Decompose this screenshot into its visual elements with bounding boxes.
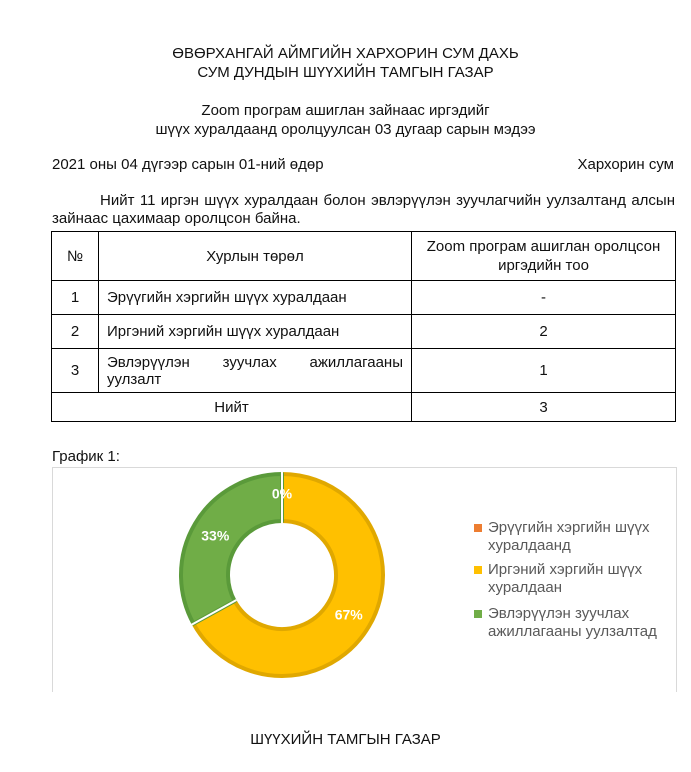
legend-label-mediation: Эвлэрүүлэн зуучлах ажиллагааны уулзалтад	[488, 605, 657, 640]
total-label: Нийт	[52, 393, 412, 422]
intro-paragraph: Нийт 11 иргэн шүүх хуралдаан болон эвлэрүүлэн зуучлагчийн уулзалтанд алсын зайнаас цахимаар оролцсон байна.	[52, 192, 675, 227]
col-header-type: Хурлын төрөл	[99, 232, 412, 281]
table-row	[52, 349, 676, 393]
row-number: 2	[52, 315, 99, 349]
table-header-row	[52, 232, 676, 281]
donut-chart	[52, 467, 677, 692]
report-place: Хархорин сум	[577, 156, 674, 173]
legend-swatch-criminal	[474, 524, 482, 532]
total-value: 3	[412, 393, 676, 422]
legend-item-mediation	[474, 605, 674, 641]
title-line-1: Zoom програм ашиглан зайнаас иргэдийг	[201, 102, 490, 119]
legend-swatch-civil	[474, 566, 482, 574]
col-header-number: №	[52, 232, 99, 281]
legend-swatch-mediation	[474, 610, 482, 618]
footer-signature: ШҮҮХИЙН ТАМГЫН ГАЗАР	[250, 731, 441, 748]
col-header-count: Zoom програм ашиглан оролцсон иргэдийн тоо	[412, 232, 676, 281]
row-count: 1	[412, 349, 676, 393]
org-line-2: СУМ ДУНДЫН ШҮҮХИЙН ТАМГЫН ГАЗАР	[197, 64, 494, 81]
organization-name	[0, 44, 691, 82]
row-type: Иргэний хэргийн шүүх хуралдаан	[99, 315, 412, 349]
row-number: 1	[52, 281, 99, 315]
table-row	[52, 281, 676, 315]
table-total-row	[52, 393, 676, 422]
row-type: Эвлэрүүлэн зуучлах ажиллагааны уулзалт	[99, 349, 412, 393]
legend-item-criminal	[474, 519, 674, 555]
row-type: Эрүүгийн хэргийн шүүх хуралдаан	[99, 281, 412, 315]
data-label-mediation: 33%	[201, 527, 230, 544]
donut-chart-svg	[53, 468, 473, 692]
data-label-criminal: 0%	[271, 485, 293, 502]
row-count: 2	[412, 315, 676, 349]
donut-slice-mediation	[181, 474, 282, 624]
data-label-civil: 67%	[334, 606, 363, 623]
org-line-1: ӨВӨРХАНГАЙ АЙМГИЙН ХАРХОРИН СУМ ДАХЬ	[172, 45, 519, 62]
legend-label-civil: Иргэний хэргийн шүүх хуралдаан	[488, 561, 643, 596]
graph-label: График 1:	[52, 448, 120, 465]
legend-label-criminal: Эрүүгийн хэргийн шүүх хуралдаанд	[488, 519, 650, 554]
summary-table	[51, 231, 676, 422]
legend-item-civil	[474, 561, 674, 597]
report-title	[0, 101, 691, 139]
row-number: 3	[52, 349, 99, 393]
row-count: -	[412, 281, 676, 315]
table-row	[52, 315, 676, 349]
title-line-2: шүүх хуралдаанд оролцуулсан 03 дугаар сарын мэдээ	[155, 121, 536, 138]
report-date: 2021 оны 04 дүгээр сарын 01-ний өдөр	[52, 156, 324, 173]
